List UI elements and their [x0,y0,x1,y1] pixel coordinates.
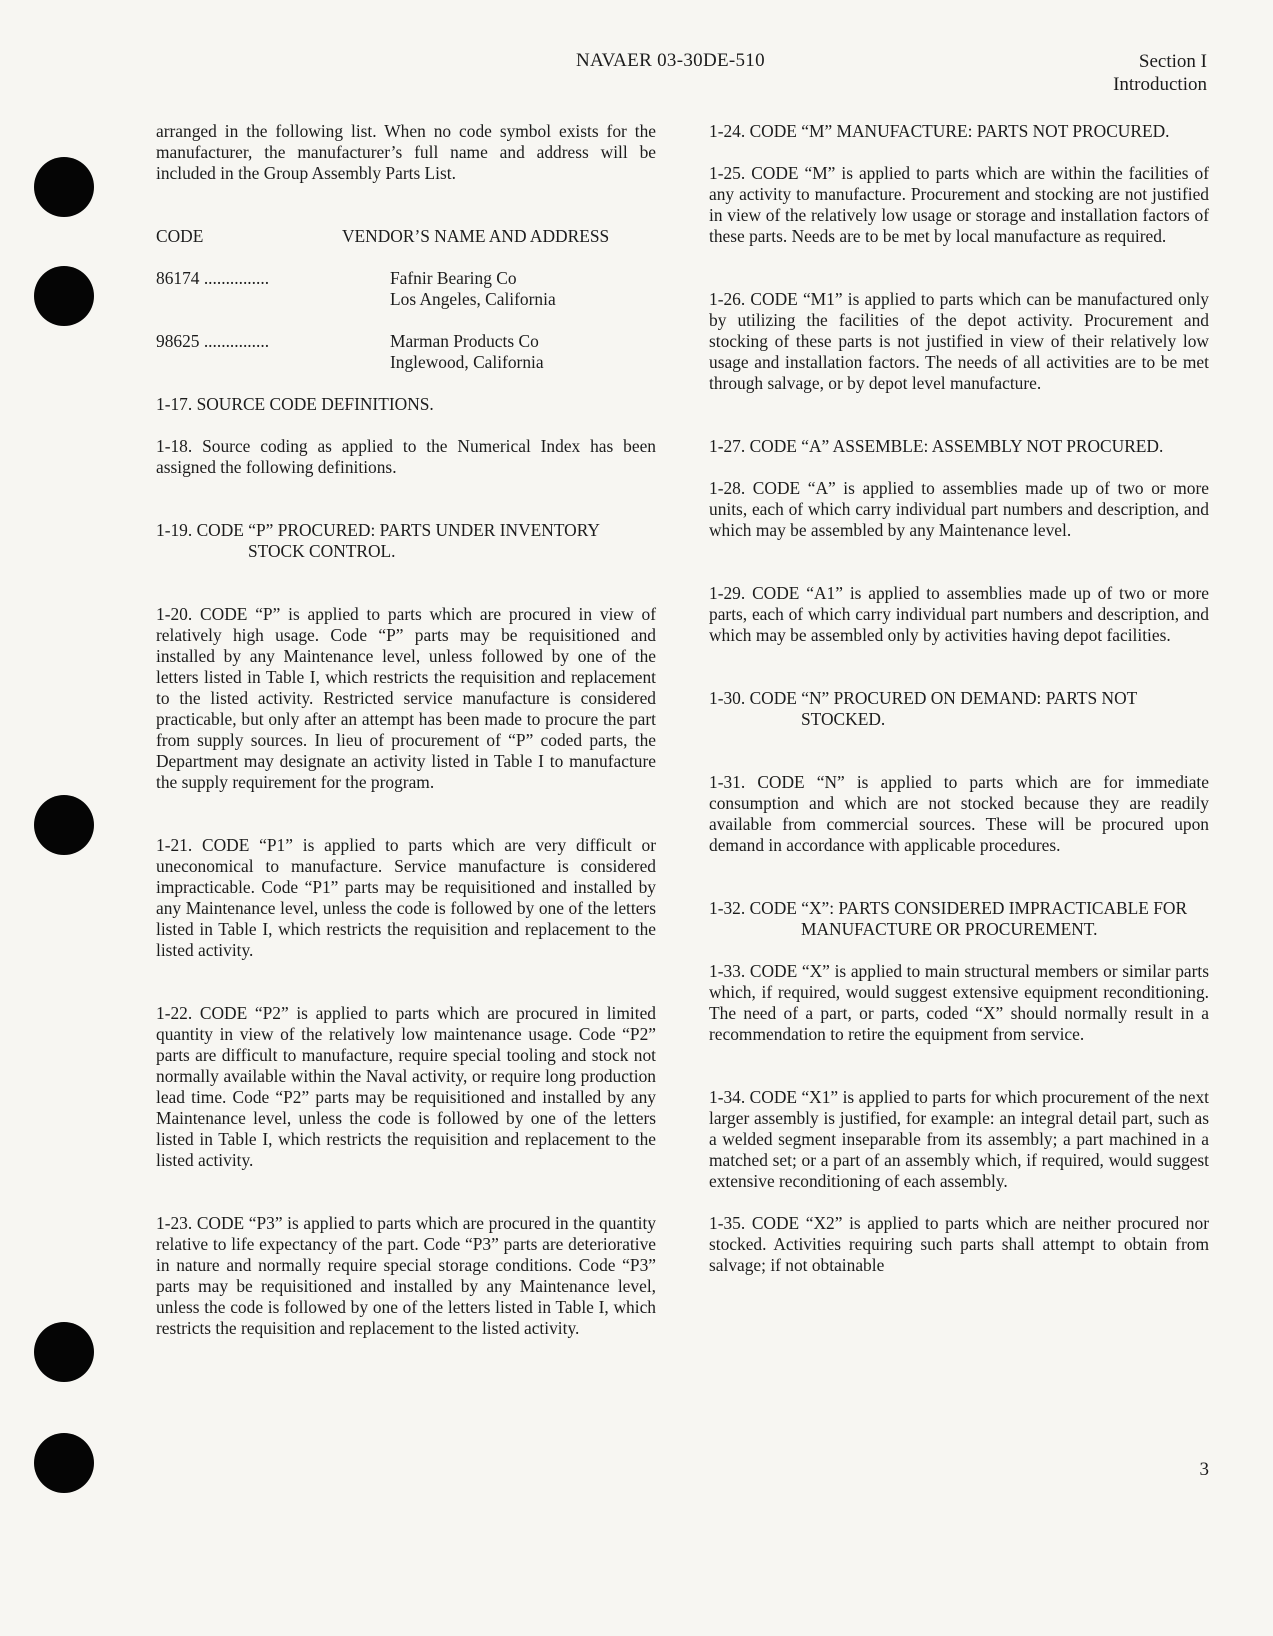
punch-hole [34,266,94,326]
punch-hole [34,157,94,217]
punch-hole [34,1322,94,1382]
vendor-code: 98625 ............... [156,331,270,351]
paragraph-1-23: 1-23. CODE “P3” is applied to parts which are procured in the quantity relative to life expectancy of the part. Code “P3” parts are deteriorative in nature and normally require special storage conditions. Code “P3” parts may be requisitioned and installed by any Maintenance level, unless the code is followed by one of the letters listed in Table I, which restricts the requisition and replacement to the listed activity. [156,1213,656,1338]
punch-hole [34,795,94,855]
paragraph-1-18: 1-18. Source coding as applied to the Numerical Index has been assigned the following definitions. [156,436,656,477]
right-column [709,121,1209,1276]
section-heading [947,50,1207,96]
vendor-name: Marman Products Co [390,331,539,351]
vendor-address [390,331,656,373]
paragraph-1-25: 1-25. CODE “M” is applied to parts which are within the facilities of any activity to manufacture. Procurement and stocking are not justified in view of the relatively low usage or storage and installation factors of these parts. Needs are to be met by local manufacture as required. [709,163,1209,246]
paragraph-1-21: 1-21. CODE “P1” is applied to parts which are very difficult or uneconomical to manufacture. Service manufacture is considered impracticable. Code “P1” parts may be requisitioned and installed by any Maintenance level, unless the code is followed by one of the letters listed in Table I, which restricts the requisition and replacement to the listed activity. [156,835,656,960]
paragraph-1-28: 1-28. CODE “A” is applied to assemblies made up of two or more units, each of which carry individual part numbers and description, and which may be assembled by any Maintenance level. [709,478,1209,540]
heading-1-27: 1-27. CODE “A” ASSEMBLE: ASSEMBLY NOT PROCURED. [709,436,1164,456]
paragraph-1-22: 1-22. CODE “P2” is applied to parts which are procured in limited quantity in view of the relatively low maintenance usage. Code “P2” parts are difficult to manufacture, require special tooling and stock not normally available within the Naval activity, or require long production lead time. Code “P2” parts may be requisitioned and installed by any Maintenance level, unless the code is followed by one of the letters listed in Table I, which restricts the requisition and replacement to the listed activity. [156,1003,656,1170]
vendor-address [390,268,656,310]
section-label: Section I [1138,51,1207,72]
vendor-location: Inglewood, California [390,352,544,372]
heading-1-24: 1-24. CODE “M” MANUFACTURE: PARTS NOT PROCURED. [709,121,1170,141]
heading-1-32: 1-32. CODE “X”: PARTS CONSIDERED IMPRACTICABLE FOR MANUFACTURE OR PROCUREMENT. [709,898,1188,939]
paragraph-1-29: 1-29. CODE “A1” is applied to assemblies made up of two or more parts, each of which carry individual part numbers and description, and which may be assembled only by activities having depot facilities. [709,583,1209,645]
vendor-location: Los Angeles, California [390,289,556,309]
column-header-code: CODE [156,226,204,246]
paragraph-1-20: 1-20. CODE “P” is applied to parts which are procured in view of relatively high usage. Code “P” parts may be requisitioned and installed by any Maintenance level, unless followed by one of the letters listed in Table I, which restricts the requisition and replacement to the listed activity. Restricted service manufacture is considered practicable, but only after an attempt has been made to procure the part from supply sources. In lieu of procurement of “P” coded parts, the Department may designate an activity listed in Table I to manufacture the supply requirement for the program. [156,604,656,792]
vendor-table [156,226,656,373]
paragraph-1-31: 1-31. CODE “N” is applied to parts which are for immediate consumption and which are not stocked because they are readily available from commercial sources. These will be procured upon demand in accordance with applicable procedures. [709,772,1209,855]
vendor-row [156,268,656,310]
paragraph-1-34: 1-34. CODE “X1” is applied to parts for which procurement of the next larger assembly is justified, for example: an integral detail part, such as a welded segment inseparable from its assembly; a part machined in a matched set; or a part of an assembly which, if required, would suggest extensive reconditioning of each assembly. [709,1087,1209,1191]
vendor-name: Fafnir Bearing Co [390,268,517,288]
document-number: NAVAER 03-30DE-510 [576,50,765,71]
heading-1-30: 1-30. CODE “N” PROCURED ON DEMAND: PARTS NOT STOCKED. [709,688,1137,729]
vendor-table-header [156,226,656,247]
punch-hole [34,1433,94,1493]
paragraph-intro: arranged in the following list. When no code symbol exists for the manufacturer, the manufacturer’s full name and address will be included in the Group Assembly Parts List. [156,121,656,183]
column-header-vendor: VENDOR’S NAME AND ADDRESS [342,226,610,246]
paragraph-1-33: 1-33. CODE “X” is applied to main structural members or similar parts which, if required, would suggest extensive equipment reconditioning. The need of a part, or parts, coded “X” should normally result in a recommendation to retire the equipment from service. [709,961,1209,1044]
paragraph-1-26: 1-26. CODE “M1” is applied to parts which can be manufactured only by utilizing the facilities of the depot activity. Procurement and stocking of these parts is not justified in view of their relatively low usage and installation factors. The needs of all activities are to be met through salvage, or by depot level manufacture. [709,289,1209,393]
heading-1-19: 1-19. CODE “P” PROCURED: PARTS UNDER INVENTORY STOCK CONTROL. [156,520,600,561]
heading-1-17: 1-17. SOURCE CODE DEFINITIONS. [156,394,434,414]
vendor-code: 86174 ............... [156,268,270,288]
section-title: Introduction [1113,74,1207,95]
vendor-row [156,331,656,373]
left-column [156,121,656,1339]
page-number: 3 [1199,1459,1209,1480]
paragraph-1-35: 1-35. CODE “X2” is applied to parts which are neither procured nor stocked. Activities requiring such parts shall attempt to obtain from salvage; if not obtainable [709,1213,1209,1275]
